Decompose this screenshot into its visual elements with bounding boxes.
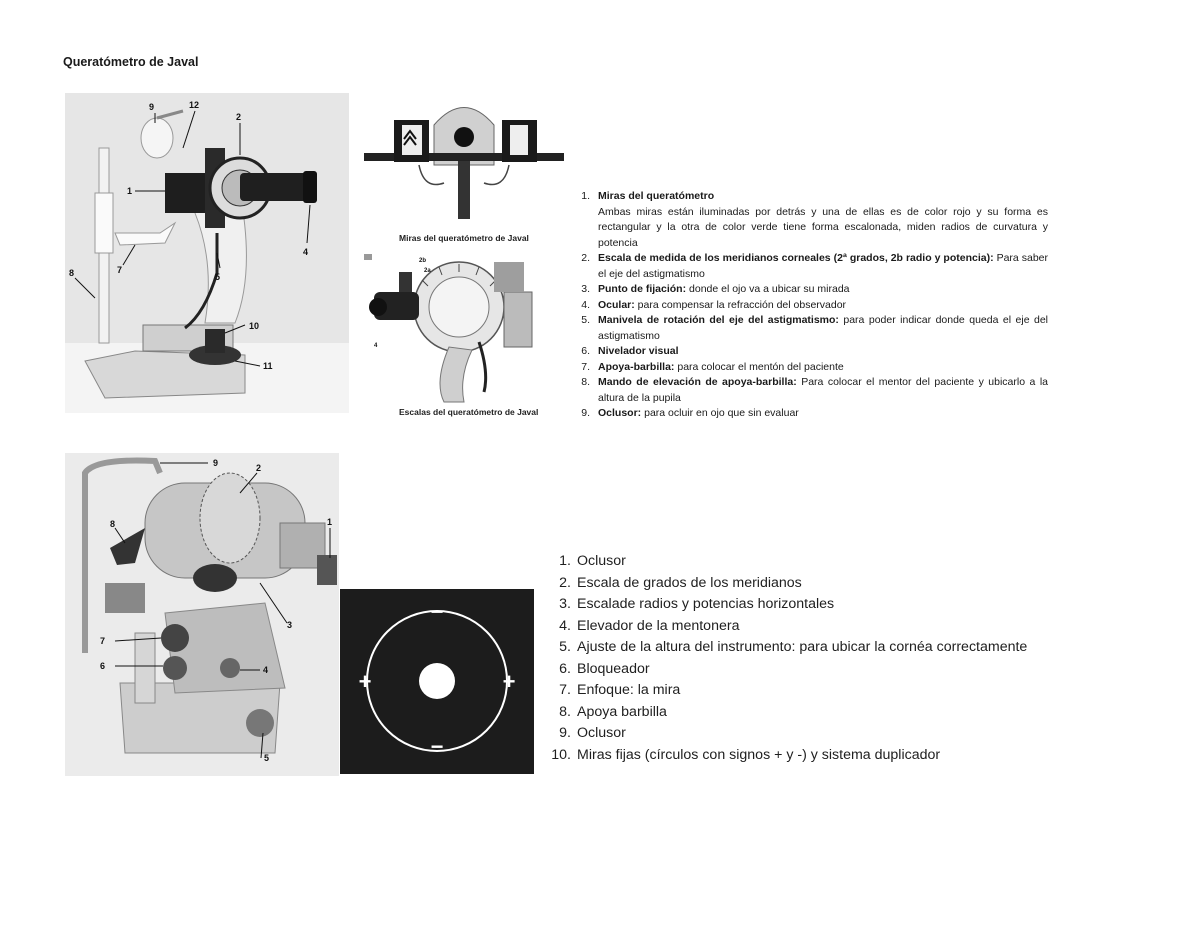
list-item [576, 375, 1048, 406]
callout-1: 1 [127, 186, 133, 196]
callout-7: 7 [117, 265, 123, 275]
list-number: 8. [559, 703, 571, 720]
list-number: 8. [581, 376, 590, 388]
callout-7: 7 [100, 636, 106, 646]
list-number: 5. [581, 314, 590, 326]
callout-10: 10 [249, 321, 260, 331]
list-text: Bloqueador [577, 660, 650, 677]
callout-4: 4 [303, 247, 309, 257]
minus-sign-bottom: − [430, 734, 444, 759]
list-item [576, 406, 1048, 422]
list-number: 4. [581, 298, 590, 311]
list-number: 2. [581, 252, 590, 264]
callout-3: 3 [287, 620, 293, 630]
callout-8: 8 [110, 519, 116, 529]
callout-9: 9 [213, 458, 219, 468]
list-text: Oclusor [577, 553, 626, 569]
fixed-mires-disc [340, 589, 534, 774]
callout-2: 2 [236, 112, 242, 122]
callout-2a: 2a [424, 268, 431, 274]
keratometer-photo-front [65, 453, 339, 776]
callout-12: 12 [189, 100, 200, 110]
list-text: Escalade radios y potencias horizontales [577, 596, 835, 612]
list-term: Nivelador visual [598, 345, 679, 357]
list-subtext: Ambas miras están iluminadas por detrás y una de ellas es de color rojo y su forma es rectangular y la otra de color verde tiene forma escalonada, miden radios de curvatura y potencia [598, 205, 1048, 249]
callout-4: 4 [374, 343, 378, 349]
list-number: 10. [551, 746, 571, 763]
callout-8: 8 [69, 268, 75, 278]
list-item [549, 594, 1109, 616]
list-text: donde el ojo va a ubicar su mirada [686, 283, 850, 295]
plus-sign-left: + [358, 669, 372, 694]
list-term: Punto de fijación: [598, 283, 687, 295]
list-item [549, 573, 1109, 595]
list-item [549, 551, 1109, 573]
keratometer-mires-photo [364, 95, 564, 223]
list-number: 1. [581, 190, 590, 202]
list-number: 7. [559, 682, 571, 698]
list-text: para poder indicar donde queda el eje del astigmatismo [598, 314, 1049, 342]
list-term: Apoya-barbilla: [598, 360, 675, 373]
list-number: 6. [581, 345, 590, 357]
list-number: 5. [559, 639, 571, 655]
list-item [576, 251, 1048, 282]
mires-caption: Miras del queratómetro de Javal [399, 233, 529, 243]
scales-illustration [364, 252, 549, 404]
keratometer-scales-photo [364, 252, 549, 404]
list-number: 3. [559, 596, 571, 612]
callout-2: 2 [256, 463, 262, 473]
list-text: Para saber el eje del astigmatismo [598, 252, 1048, 280]
list-item [549, 659, 1109, 681]
list-text: Para colocar el mentor del paciente y ubicarlo a la altura de la pupila [598, 376, 1048, 404]
list-text: para ocluir en ojo que sin evaluar [641, 407, 799, 419]
list-text: Escala de grados de los meridianos [577, 574, 802, 591]
plus-sign-right: + [502, 669, 516, 694]
list-term: Miras del queratómetro [598, 190, 715, 202]
callout-5: 5 [215, 272, 221, 282]
list-item [549, 745, 1109, 767]
list-item [549, 723, 1109, 745]
list-term: Oclusor: [598, 407, 642, 419]
list-item [576, 313, 1048, 344]
list-term: Manivela de rotación del eje del astigmatismo: [598, 314, 839, 326]
callout-1: 1 [327, 517, 333, 527]
list-item [549, 616, 1109, 638]
scales-caption: Escalas del queratómetro de Javal [399, 407, 539, 417]
list-item [576, 344, 1048, 360]
list-item [576, 189, 1048, 251]
list-item [576, 360, 1048, 376]
list-number: 9. [581, 407, 590, 419]
list-item [549, 702, 1109, 724]
callout-2b: 2b [419, 258, 427, 264]
parts-list-keratometer [549, 551, 1109, 766]
callout-6: 6 [100, 661, 106, 671]
list-text: para compensar la refracción del observador [634, 298, 847, 311]
mires-illustration [364, 95, 564, 223]
list-item [576, 298, 1048, 314]
list-text: para colocar el mentón del paciente [674, 360, 844, 373]
list-term: Escala de medida de los meridianos corneales (2ª grados, 2b radio y potencia): [598, 252, 994, 264]
list-text: Elevador de la mentonera [577, 617, 740, 634]
list-number: 2. [559, 574, 571, 591]
list-number: 4. [559, 617, 571, 634]
list-text: Miras fijas (círculos con signos + y -) y sistema duplicador [577, 746, 941, 763]
list-number: 3. [581, 283, 590, 295]
keratometer-side-illustration [65, 93, 349, 413]
minus-sign-top: − [430, 599, 444, 624]
list-number: 7. [581, 360, 590, 373]
list-item [549, 637, 1109, 659]
callout-11: 11 [263, 361, 273, 371]
callout-4: 4 [263, 665, 269, 675]
list-term: Ocular: [598, 298, 635, 311]
list-text: Enfoque: la mira [577, 682, 681, 698]
list-text: Ajuste de la altura del instrumento: para ubicar la cornéa correctamente [577, 639, 1028, 655]
mires-disc-illustration [340, 589, 534, 774]
list-item [576, 282, 1048, 298]
keratometer-front-illustration [65, 453, 339, 776]
list-text: Apoya barbilla [577, 703, 667, 720]
keratometer-photo-side [65, 93, 349, 413]
list-number: 1. [559, 553, 571, 569]
list-text: Oclusor [577, 725, 626, 741]
page-title: Queratómetro de Javal [63, 55, 199, 69]
list-item [549, 680, 1109, 702]
callout-5: 5 [264, 753, 270, 763]
parts-list-javal [576, 189, 1048, 422]
list-number: 9. [559, 725, 571, 741]
list-term: Mando de elevación de apoya-barbilla: [598, 376, 797, 388]
callout-9: 9 [149, 102, 155, 112]
list-number: 6. [559, 660, 571, 677]
